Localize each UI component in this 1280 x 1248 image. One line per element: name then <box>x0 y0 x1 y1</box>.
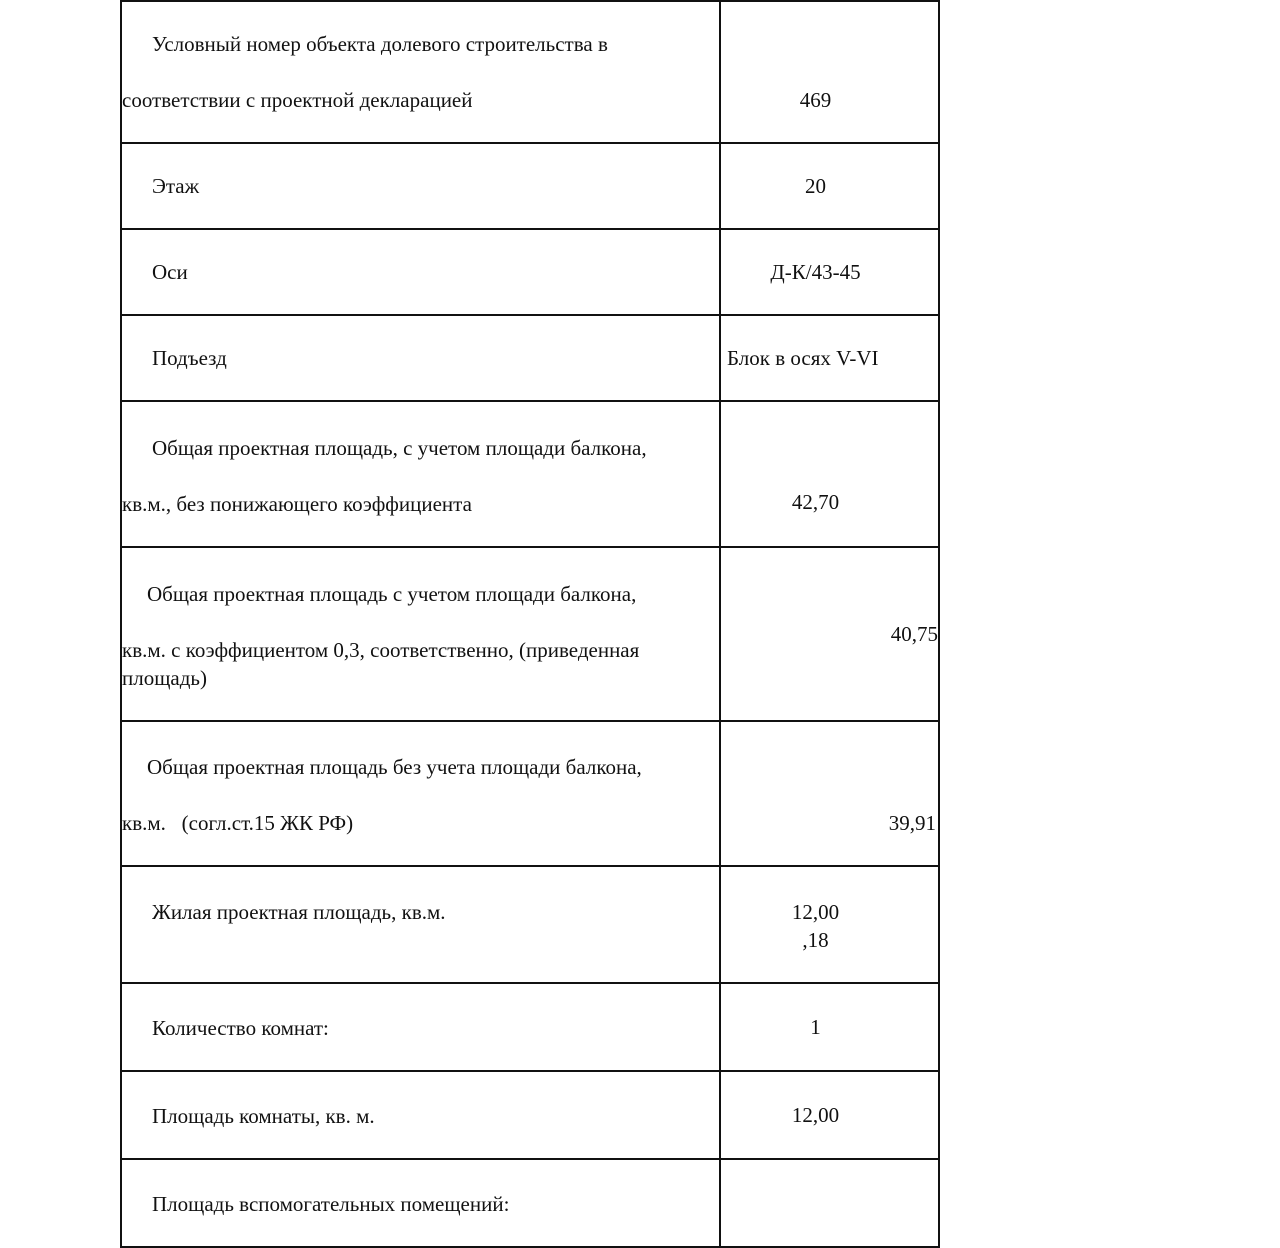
row-value <box>720 229 939 315</box>
row-value <box>720 143 939 229</box>
row-label-line-1: Жилая проектная площадь, кв.м. <box>152 900 446 924</box>
table-row <box>121 866 939 983</box>
row-label <box>121 229 720 315</box>
table-row <box>121 143 939 229</box>
row-label-line-1: Подъезд <box>152 346 227 370</box>
row-value <box>720 866 939 983</box>
table-row <box>121 315 939 401</box>
row-value <box>720 721 939 866</box>
row-label <box>121 1159 720 1247</box>
row-label-line-1: Общая проектная площадь с учетом площади балкона, <box>147 582 637 606</box>
row-value <box>720 315 939 401</box>
table-row <box>121 721 939 866</box>
row-value-text: Д-К/43-45 <box>770 260 861 284</box>
row-value <box>720 1159 939 1247</box>
row-value <box>720 547 939 721</box>
table-row <box>121 401 939 547</box>
table-row <box>121 1159 939 1247</box>
row-label-line-1: Количество комнат: <box>152 1016 329 1040</box>
row-label <box>121 547 720 721</box>
row-value-text: 1 <box>810 1015 821 1039</box>
row-label <box>121 1071 720 1159</box>
table-row <box>121 983 939 1071</box>
row-value-text: 12,00 <box>791 1103 840 1127</box>
row-label-line-1: Оси <box>152 260 188 284</box>
row-label <box>121 315 720 401</box>
row-label-line-1: Общая проектная площадь без учета площади балкона, <box>147 755 642 779</box>
row-label-line-1: Площадь комнаты, кв. м. <box>152 1104 375 1128</box>
table-row <box>121 547 939 721</box>
row-label-line-1: Условный номер объекта долевого строительства в <box>152 32 608 56</box>
row-label-line-2: соответствии с проектной декларацией <box>122 88 473 112</box>
row-value-text: 469 <box>799 88 832 112</box>
row-value <box>720 401 939 547</box>
row-label-line-2: кв.м. с коэффициентом 0,3, соответственно, (приведенная площадь) <box>122 638 640 690</box>
row-value-text: 12,00 ,18 <box>791 900 840 952</box>
row-value-text: 39,91 <box>888 811 936 835</box>
row-label <box>121 401 720 547</box>
row-value <box>720 1 939 143</box>
row-label-line-1: Общая проектная площадь, с учетом площади балкона, <box>152 436 647 460</box>
row-label <box>121 983 720 1071</box>
row-value-text: 42,70 <box>791 490 840 514</box>
row-label-line-1: Площадь вспомогательных помещений: <box>152 1192 510 1216</box>
row-label-line-2: кв.м. (согл.ст.15 ЖК РФ) <box>122 811 354 835</box>
row-value-text: 40,75 <box>890 622 938 646</box>
row-label <box>121 721 720 866</box>
row-label <box>121 143 720 229</box>
row-label <box>121 866 720 983</box>
row-value <box>720 983 939 1071</box>
row-value-text: 20 <box>805 174 826 198</box>
table-row <box>121 229 939 315</box>
row-value-text: Блок в осях V-VI <box>727 346 879 370</box>
row-label <box>121 1 720 143</box>
row-label-line-1: Этаж <box>152 174 200 198</box>
row-label-line-2: кв.м., без понижающего коэффициента <box>122 492 472 516</box>
row-value <box>720 1071 939 1159</box>
table-row <box>121 1071 939 1159</box>
table-row <box>121 1 939 143</box>
apartment-spec-table <box>120 0 940 1248</box>
